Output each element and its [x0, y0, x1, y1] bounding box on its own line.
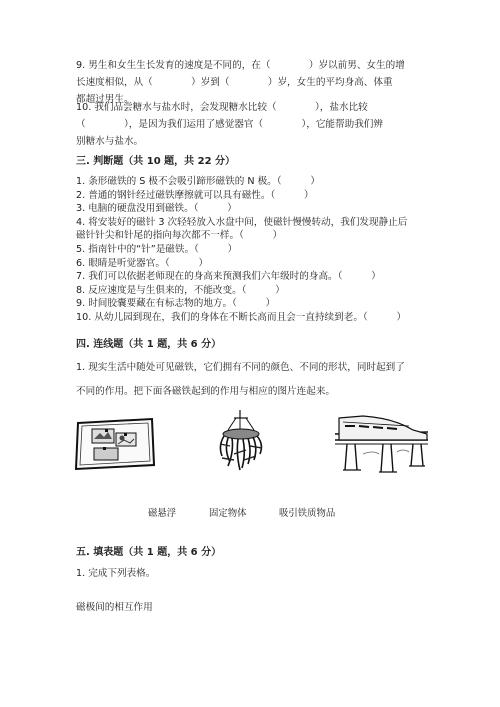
judge-item: 5. 指南针中的“针”是磁铁。（ ） — [76, 243, 238, 255]
section-5-question: 1. 完成下列表格。 — [76, 568, 156, 579]
table-caption: 磁极间的相互作用 — [76, 602, 153, 613]
question-9-line-2: 长速度相似，从（ ）岁到（ ）岁，女生的平均身高、体重 — [76, 76, 393, 88]
judge-item: 1. 条形磁铁的 S 极不会吸引蹄形磁铁的 N 极。（ ） — [76, 176, 320, 187]
crane-magnet-image — [210, 410, 280, 476]
judge-item: 6. 眼睛是听觉器官。（ ） — [76, 257, 209, 269]
judge-item: 8. 反应速度是与生俱来的，不能改变。（ ） — [76, 284, 285, 296]
question-10-line-3: 别糖水与盐水。 — [76, 135, 144, 147]
judge-item: 9. 时间胶囊要藏在有标志物的地方。（ ） — [76, 298, 276, 310]
judge-item: 4. 将安装好的磁针 3 次轻轻放入水盘中间，使磁针慢慢转动，我们发现静止后 — [76, 216, 408, 228]
question-9-line-3: 都超过男生。 — [76, 93, 134, 105]
judge-item: 2. 普通的钢针经过磁铁摩擦就可以具有磁性。（ ） — [76, 189, 314, 201]
question-10-line-2: （ ），是因为我们运用了感觉器官（ ），它能帮助我们辨 — [76, 118, 383, 130]
judge-item: 3. 电脑的硬盘没用到磁铁。（ ） — [76, 203, 237, 215]
magnetic-board-image — [74, 417, 156, 471]
question-10-line-1: 10. 我们品尝糖水与盐水时，会发现糖水比较（ ），盐水比较 — [76, 102, 368, 113]
section-5-title: 五. 填表题（共 1 题，共 6 分） — [76, 547, 222, 558]
caption-attract-iron: 吸引铁质物品 — [279, 508, 336, 519]
section-4-question — [76, 356, 426, 404]
section-4-title: 四. 连线题（共 1 题，共 6 分） — [76, 339, 222, 350]
section-4-q-line-2: 不同的作用。把下面各磁铁起到的作用与相应的图片连起来。 — [76, 386, 336, 397]
caption-fix-object: 固定物体 — [209, 508, 247, 519]
question-10 — [76, 100, 426, 150]
judge-item: 10. 从幼儿园到现在，我们的身体在不断长高而且会一直持续到老。（ ） — [76, 311, 407, 323]
section-3-items — [76, 175, 426, 325]
caption-maglev: 磁悬浮 — [148, 508, 177, 519]
section-3-title: 三. 判断题（共 10 题，共 22 分） — [76, 156, 236, 167]
judge-item: 磁针针尖和针尾的指向每次都不一样。（ ） — [76, 230, 283, 242]
section-4-q-line-1: 1. 现实生活中随处可见磁铁，它们拥有不同的颜色、不同的形状，同时起到了 — [76, 362, 405, 373]
question-9-line-1: 9. 男生和女生生长发育的速度是不同的，在（ ）岁以前男、女生的增 — [76, 60, 405, 71]
maglev-train-image — [333, 410, 430, 474]
judge-item: 7. 我们可以依据老师现在的身高来预测我们六年级时的身高。（ ） — [76, 271, 381, 283]
